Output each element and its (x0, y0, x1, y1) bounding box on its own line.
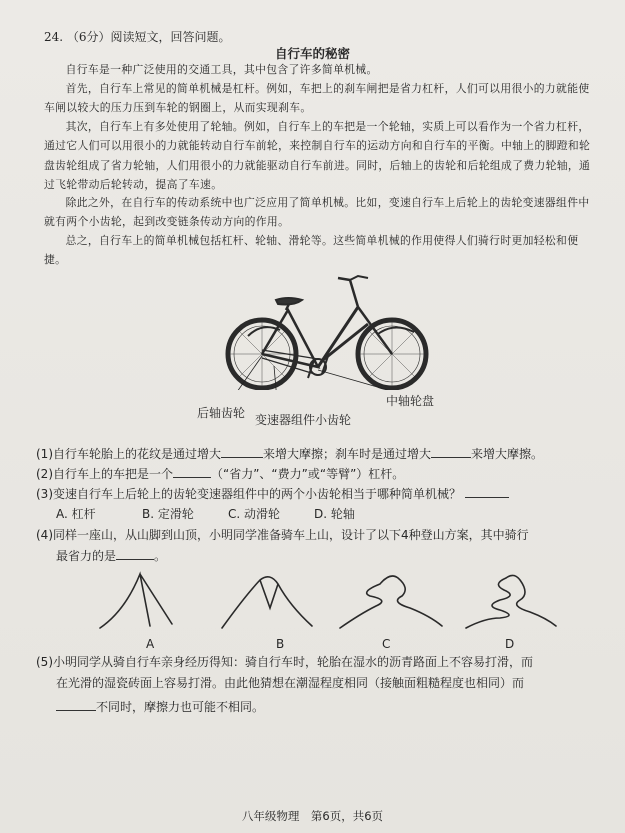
mountain-routes-figure (90, 566, 560, 636)
q3-blank[interactable] (465, 484, 509, 498)
q1-blank-1[interactable] (221, 444, 263, 458)
q3-option-b[interactable]: B. 定滑轮 (142, 507, 194, 521)
q5-line-1: (5)小明同学从骑自行车亲身经历得知：骑自行车时，轮胎在湿水的沥青路面上不容易打滑，而 (36, 655, 534, 669)
q5-text: 不同时，摩擦力也可能不相同。 (96, 700, 265, 714)
q2-text-b: （“省力”、“费力”或“等臂”）杠杆。 (211, 467, 405, 481)
q2-text-a: (2)自行车上的车把是一个 (36, 467, 173, 481)
route-label-b[interactable]: B (276, 637, 285, 651)
crank-gear-label: 中轴轮盘 (386, 394, 435, 408)
article-title: 自行车的秘密 (274, 46, 350, 61)
article-paragraph-1: 自行车是一种广泛使用的交通工具，其中包含了许多简单机械。 (65, 63, 378, 76)
bicycle-illustration (218, 272, 436, 390)
route-d-path (466, 575, 556, 628)
q2-blank[interactable] (173, 464, 211, 478)
route-c-path (340, 576, 442, 628)
article-paragraph-2: 首先，自行车上常见的简单机械是杠杆。例如，车把上的刹车闸把是省力杠杆，人们可以用很小的力就能使车闸以较大的压力压到车轮的钢圈上，从而实现刹车。 (44, 82, 590, 115)
route-label-a[interactable]: A (146, 637, 155, 651)
route-a-path (100, 574, 172, 628)
route-label-c[interactable]: C (382, 637, 391, 651)
q3-options (56, 505, 400, 523)
q3-text: (3)变速自行车上后轮上的齿轮变速器组件中的两个小齿轮相当于哪种简单机械？ (36, 487, 462, 501)
question-1 (36, 444, 543, 463)
q4-blank[interactable] (116, 546, 154, 560)
q4-line-1: (4)同样一座山，从山脚到山顶，小明同学准备骑车上山，设计了以下4种登山方案，其中骑行 (36, 528, 529, 542)
q5-line-3 (56, 697, 264, 716)
q1-text-b: 来增大摩擦；刹车时是通过增大 (263, 447, 432, 461)
q3-option-c[interactable]: C. 动滑轮 (228, 507, 281, 521)
q4-text: 最省力的是 (56, 549, 117, 563)
q4-line-2 (56, 546, 166, 565)
derailleur-label: 变速器组件小齿轮 (255, 413, 352, 427)
question-header: 24. （6分）阅读短文，回答问题。 (44, 30, 231, 44)
article-paragraph-3: 其次，自行车上有多处使用了轮轴。例如，自行车上的车把是一个轮轴，实质上可以看作为一个省力杠杆，通过它人们可以用很小的力就能转动自行车前轮，来控制自行车的运动方向和自行车的平衡。中轴上的脚蹬和轮盘齿轮组成了省力轮轴，人们用很小的力就能驱动自行车前进。同时，后轴上的齿轮和后轮组成了费力轮轴，通过飞轮带动后轮转动，提高了车速。 (44, 120, 591, 191)
article-paragraph-4: 除此之外，在自行车的传动系统中也广泛应用了简单机械。比如，变速自行车上后轮上的齿轮变速器组件中就有两个小齿轮，起到改变链条传动方向的作用。 (44, 196, 590, 229)
q4-end: 。 (154, 549, 167, 563)
page-footer: 八年级物理 第6页，共6页 (241, 809, 384, 823)
route-b-path (222, 577, 312, 628)
article-paragraph-5: 总之，自行车上的简单机械包括杠杆、轮轴、滑轮等。这些简单机械的作用使得人们骑行时更加轻松和便捷。 (44, 234, 579, 267)
route-label-d[interactable]: D (505, 637, 515, 651)
q5-blank[interactable] (56, 697, 96, 711)
q1-blank-2[interactable] (431, 444, 471, 458)
q3-option-a[interactable]: A. 杠杆 (56, 507, 96, 521)
question-2 (36, 464, 404, 483)
question-3 (36, 484, 509, 503)
rear-gear-label: 后轴齿轮 (197, 406, 246, 420)
q3-option-d[interactable]: D. 轮轴 (314, 507, 355, 521)
q1-text-a: (1)自行车轮胎上的花纹是通过增大 (36, 447, 221, 461)
q5-line-2: 在光滑的湿瓷砖面上容易打滑。由此他猜想在潮湿程度相同（接触面粗糙程度也相同）而 (56, 676, 525, 690)
q1-text-c: 来增大摩擦。 (471, 447, 544, 461)
